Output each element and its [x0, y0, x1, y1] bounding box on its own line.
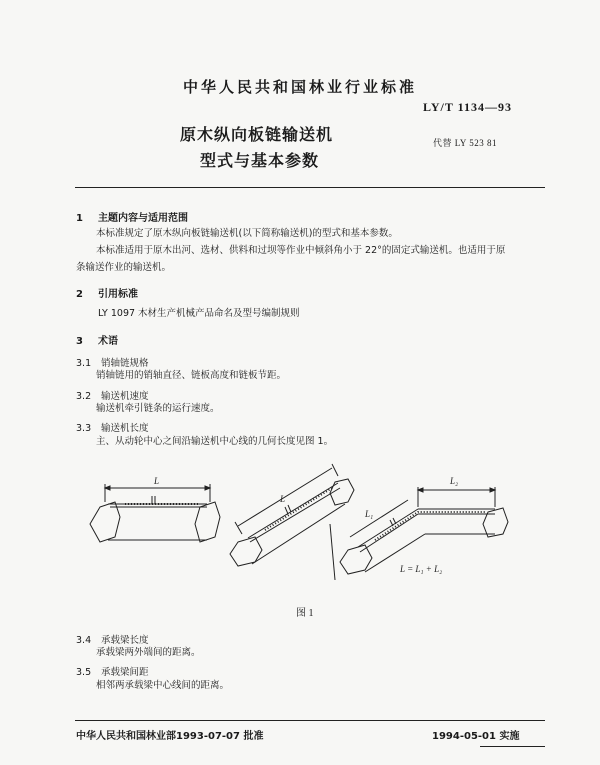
replaces-standard: 代替 LY 523 81 [433, 138, 498, 148]
horizontal-conveyor-diagram [90, 484, 220, 542]
conveyor-length-figure [70, 462, 540, 597]
reference-item: LY 1097 木材生产机械产品命名及型号编制规则 [98, 308, 300, 319]
term-heading [76, 632, 149, 646]
term-definition: 承载梁两外端间的距离。 [96, 647, 201, 658]
footer-underline [480, 746, 545, 747]
section-2-heading [76, 285, 138, 300]
term-name: 输送机速度 [101, 391, 149, 402]
lower-wheel [340, 545, 372, 574]
section-1-paragraph: 本标准规定了原木纵向板链输送机(以下简称输送机)的型式和基本参数。 [96, 228, 398, 239]
figure-caption: 图 1 [296, 608, 314, 619]
section-title: 引用标准 [98, 289, 138, 300]
term-definition: 主、从动轮中心之间沿输送机中心线的几何长度见图 1。 [96, 436, 334, 447]
label-L1: L₁ [365, 509, 374, 519]
footer-divider [75, 720, 545, 721]
term-heading [76, 664, 149, 678]
issuer: 中华人民共和国林业部 [76, 731, 176, 742]
standard-type: 中华人民共和国林业行业标准 [182, 78, 417, 96]
upper-wheel [483, 508, 508, 537]
term-name: 输送机长度 [101, 423, 149, 434]
section-number: 2 [76, 289, 83, 300]
lower-wheel [230, 537, 262, 566]
term-definition: 销轴链用的销轴直径、链板高度和链板节距。 [96, 370, 287, 381]
section-number: 1 [76, 213, 83, 224]
term-heading [76, 420, 149, 434]
section-1-paragraph: 条输送作业的输送机。 [76, 262, 172, 273]
label-L-inclined: L [280, 494, 286, 504]
section-3-heading [76, 332, 118, 347]
term-number: 3.2 [76, 391, 92, 402]
section-1-heading [76, 209, 188, 224]
effective-date: 1994-05-01 实施 [432, 731, 520, 742]
term-number: 3.4 [76, 635, 92, 646]
footer-issuer-line [76, 727, 263, 742]
section-title: 主题内容与适用范围 [98, 213, 188, 224]
term-name: 承载梁长度 [101, 635, 149, 646]
formula-label: L = L₁ + L₂ [400, 564, 443, 574]
header-divider [75, 187, 545, 188]
document-title-line1: 原木纵向板链输送机 [180, 125, 334, 144]
section-1-paragraph: 本标准适用于原木出河、选材、供料和过坝等作业中倾斜角小于 22°的固定式输送机。也适用于原 [96, 245, 506, 256]
term-definition: 相邻两承载梁中心线间的距离。 [96, 680, 230, 691]
drive-wheel-left [90, 502, 120, 542]
term-number: 3.1 [76, 358, 92, 369]
term-name: 承载梁间距 [101, 667, 149, 678]
term-number: 3.3 [76, 423, 92, 434]
term-definition: 输送机牵引链条的运行速度。 [96, 403, 220, 414]
section-title: 术语 [98, 336, 118, 347]
dimension-line-L1 [350, 500, 408, 537]
drive-wheel-right [195, 502, 220, 542]
term-heading [76, 355, 149, 369]
term-name: 销轴链规格 [101, 358, 149, 369]
term-number: 3.5 [76, 667, 92, 678]
label-L2: L₂ [450, 476, 459, 486]
inclined-conveyor-diagram [230, 464, 354, 566]
section-number: 3 [76, 336, 83, 347]
label-L: L [154, 476, 160, 486]
term-heading [76, 388, 149, 402]
document-title-line2: 型式与基本参数 [200, 151, 320, 170]
standard-number: LY/T 1134—93 [422, 100, 512, 114]
approval-date: 1993-07-07 批准 [176, 731, 264, 742]
